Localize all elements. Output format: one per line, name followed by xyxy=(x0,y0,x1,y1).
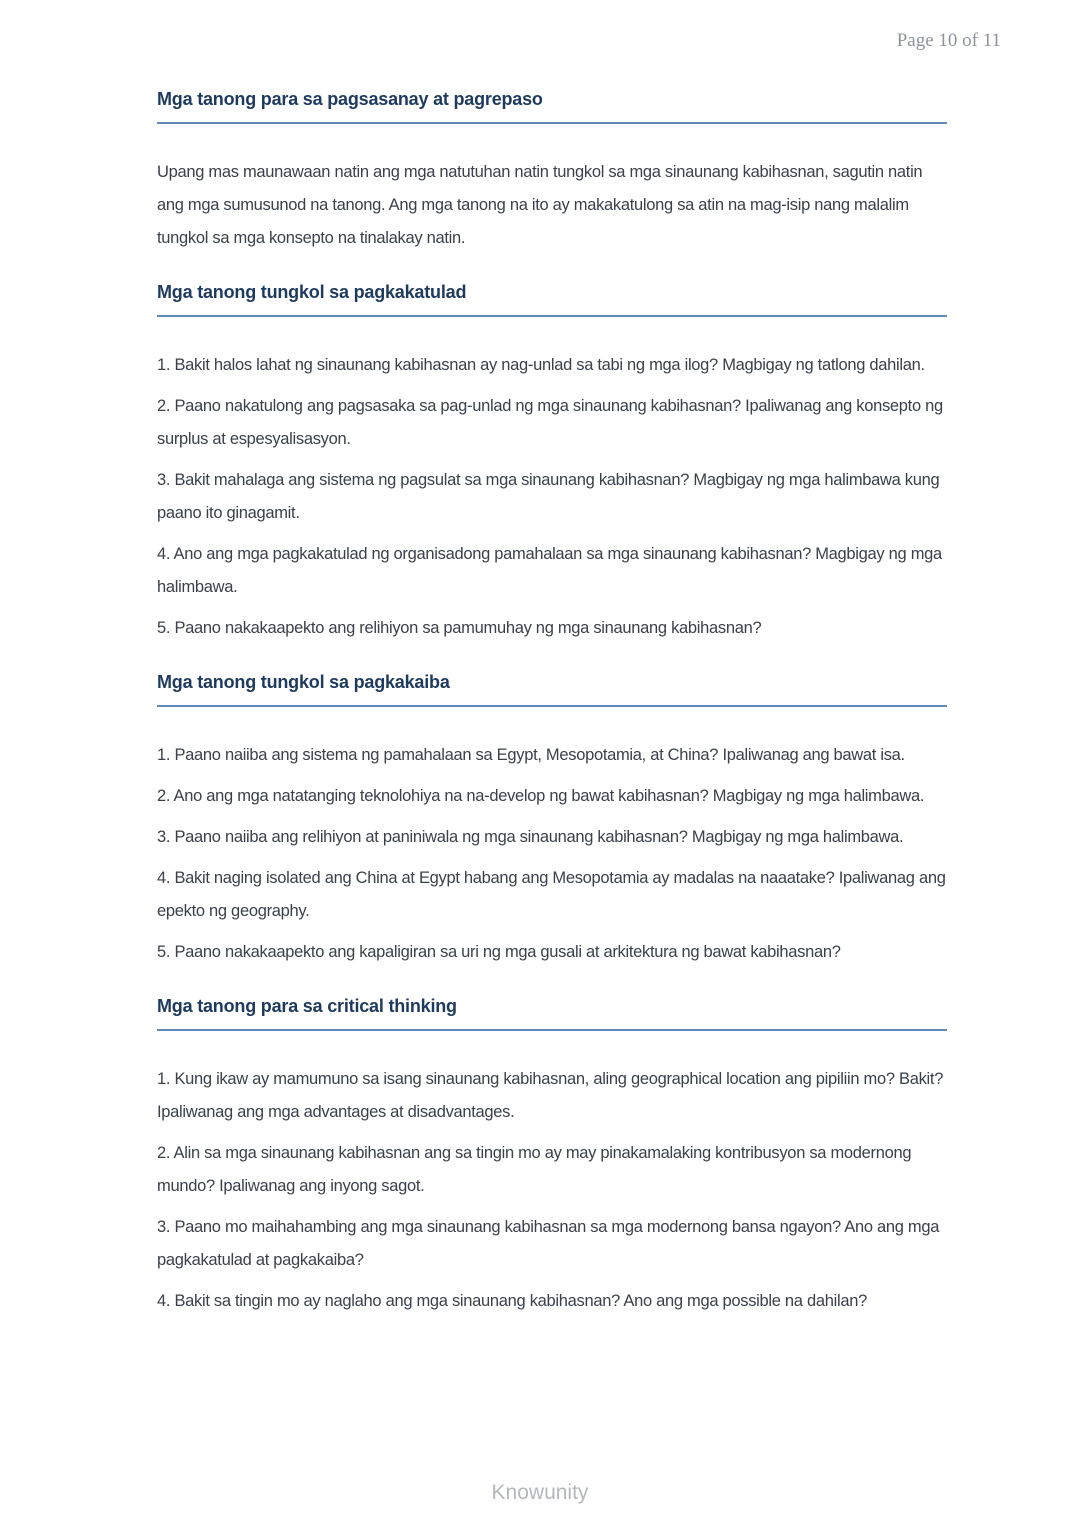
question-item: 4. Bakit naging isolated ang China at Egypt habang ang Mesopotamia ay madalas na naaatake? Ipaliwanag ang epekto ng geography. xyxy=(157,869,946,920)
question-item: 4. Bakit sa tingin mo ay naglaho ang mga sinaunang kabihasnan? Ano ang mga possible na dahilan? xyxy=(157,1292,867,1310)
question-item: 2. Alin sa mga sinaunang kabihasnan ang sa tingin mo ay may pinakamalaking kontribusyon sa modernong mundo? Ipaliwanag ang inyong sagot. xyxy=(157,1144,912,1195)
page-number-indicator: Page 10 of 11 xyxy=(896,30,1001,51)
document-section xyxy=(157,88,947,255)
document-section xyxy=(157,281,947,645)
section-heading: Mga tanong para sa critical thinking xyxy=(157,995,947,1031)
document-sections xyxy=(157,88,947,1318)
section-heading: Mga tanong tungkol sa pagkakatulad xyxy=(157,281,947,317)
footer-brand: Knowunity xyxy=(491,1481,589,1504)
question-item: 3. Paano naiiba ang relihiyon at paniniwala ng mga sinaunang kabihasnan? Magbigay ng mga halimbawa. xyxy=(157,828,904,846)
document-section xyxy=(157,671,947,969)
question-item: 4. Ano ang mga pagkakatulad ng organisadong pamahalaan sa mga sinaunang kabihasnan? Magbigay ng mga halimbawa. xyxy=(157,545,942,596)
question-item: 3. Paano mo maihahambing ang mga sinaunang kabihasnan sa mga modernong bansa ngayon? Ano ang mga pagkakatulad at pagkakaiba? xyxy=(157,1218,940,1269)
question-item: 5. Paano nakakaapekto ang relihiyon sa pamumuhay ng mga sinaunang kabihasnan? xyxy=(157,619,762,637)
section-body xyxy=(157,739,947,969)
question-item: 5. Paano nakakaapekto ang kapaligiran sa uri ng mga gusali at arkitektura ng bawat kabihasnan? xyxy=(157,943,841,961)
section-heading: Mga tanong tungkol sa pagkakaiba xyxy=(157,671,947,707)
question-item: 1. Kung ikaw ay mamumuno sa isang sinaunang kabihasnan, aling geographical location ang pipiliin mo? Bakit? Ipaliwanag ang mga advantages at disadvantages. xyxy=(157,1070,944,1121)
question-item: 1. Paano naiiba ang sistema ng pamahalaan sa Egypt, Mesopotamia, at China? Ipaliwanag ang bawat isa. xyxy=(157,746,905,764)
question-item: 2. Paano nakatulong ang pagsasaka sa pag-unlad ng mga sinaunang kabihasnan? Ipaliwanag ang konsepto ng surplus at espesyalisasyon. xyxy=(157,397,943,448)
section-heading: Mga tanong para sa pagsasanay at pagrepaso xyxy=(157,88,947,124)
question-item: 1. Bakit halos lahat ng sinaunang kabihasnan ay nag-unlad sa tabi ng mga ilog? Magbigay ng tatlong dahilan. xyxy=(157,356,925,374)
section-body xyxy=(157,156,947,255)
question-item: 3. Bakit mahalaga ang sistema ng pagsulat sa mga sinaunang kabihasnan? Magbigay ng mga halimbawa kung paano ito ginagamit. xyxy=(157,471,940,522)
section-body xyxy=(157,1063,947,1318)
section-body xyxy=(157,349,947,645)
question-item: 2. Ano ang mga natatanging teknolohiya na na-develop ng bawat kabihasnan? Magbigay ng mga halimbawa. xyxy=(157,787,925,805)
document-section xyxy=(157,995,947,1318)
intro-paragraph: Upang mas maunawaan natin ang mga natutuhan natin tungkol sa mga sinaunang kabihasnan, sagutin natin ang mga sumusunod na tanong. Ang mga tanong na ito ay makakatulong sa atin na mag-isip nang malalim tungkol sa mga konsepto na tinalakay natin. xyxy=(157,163,923,247)
